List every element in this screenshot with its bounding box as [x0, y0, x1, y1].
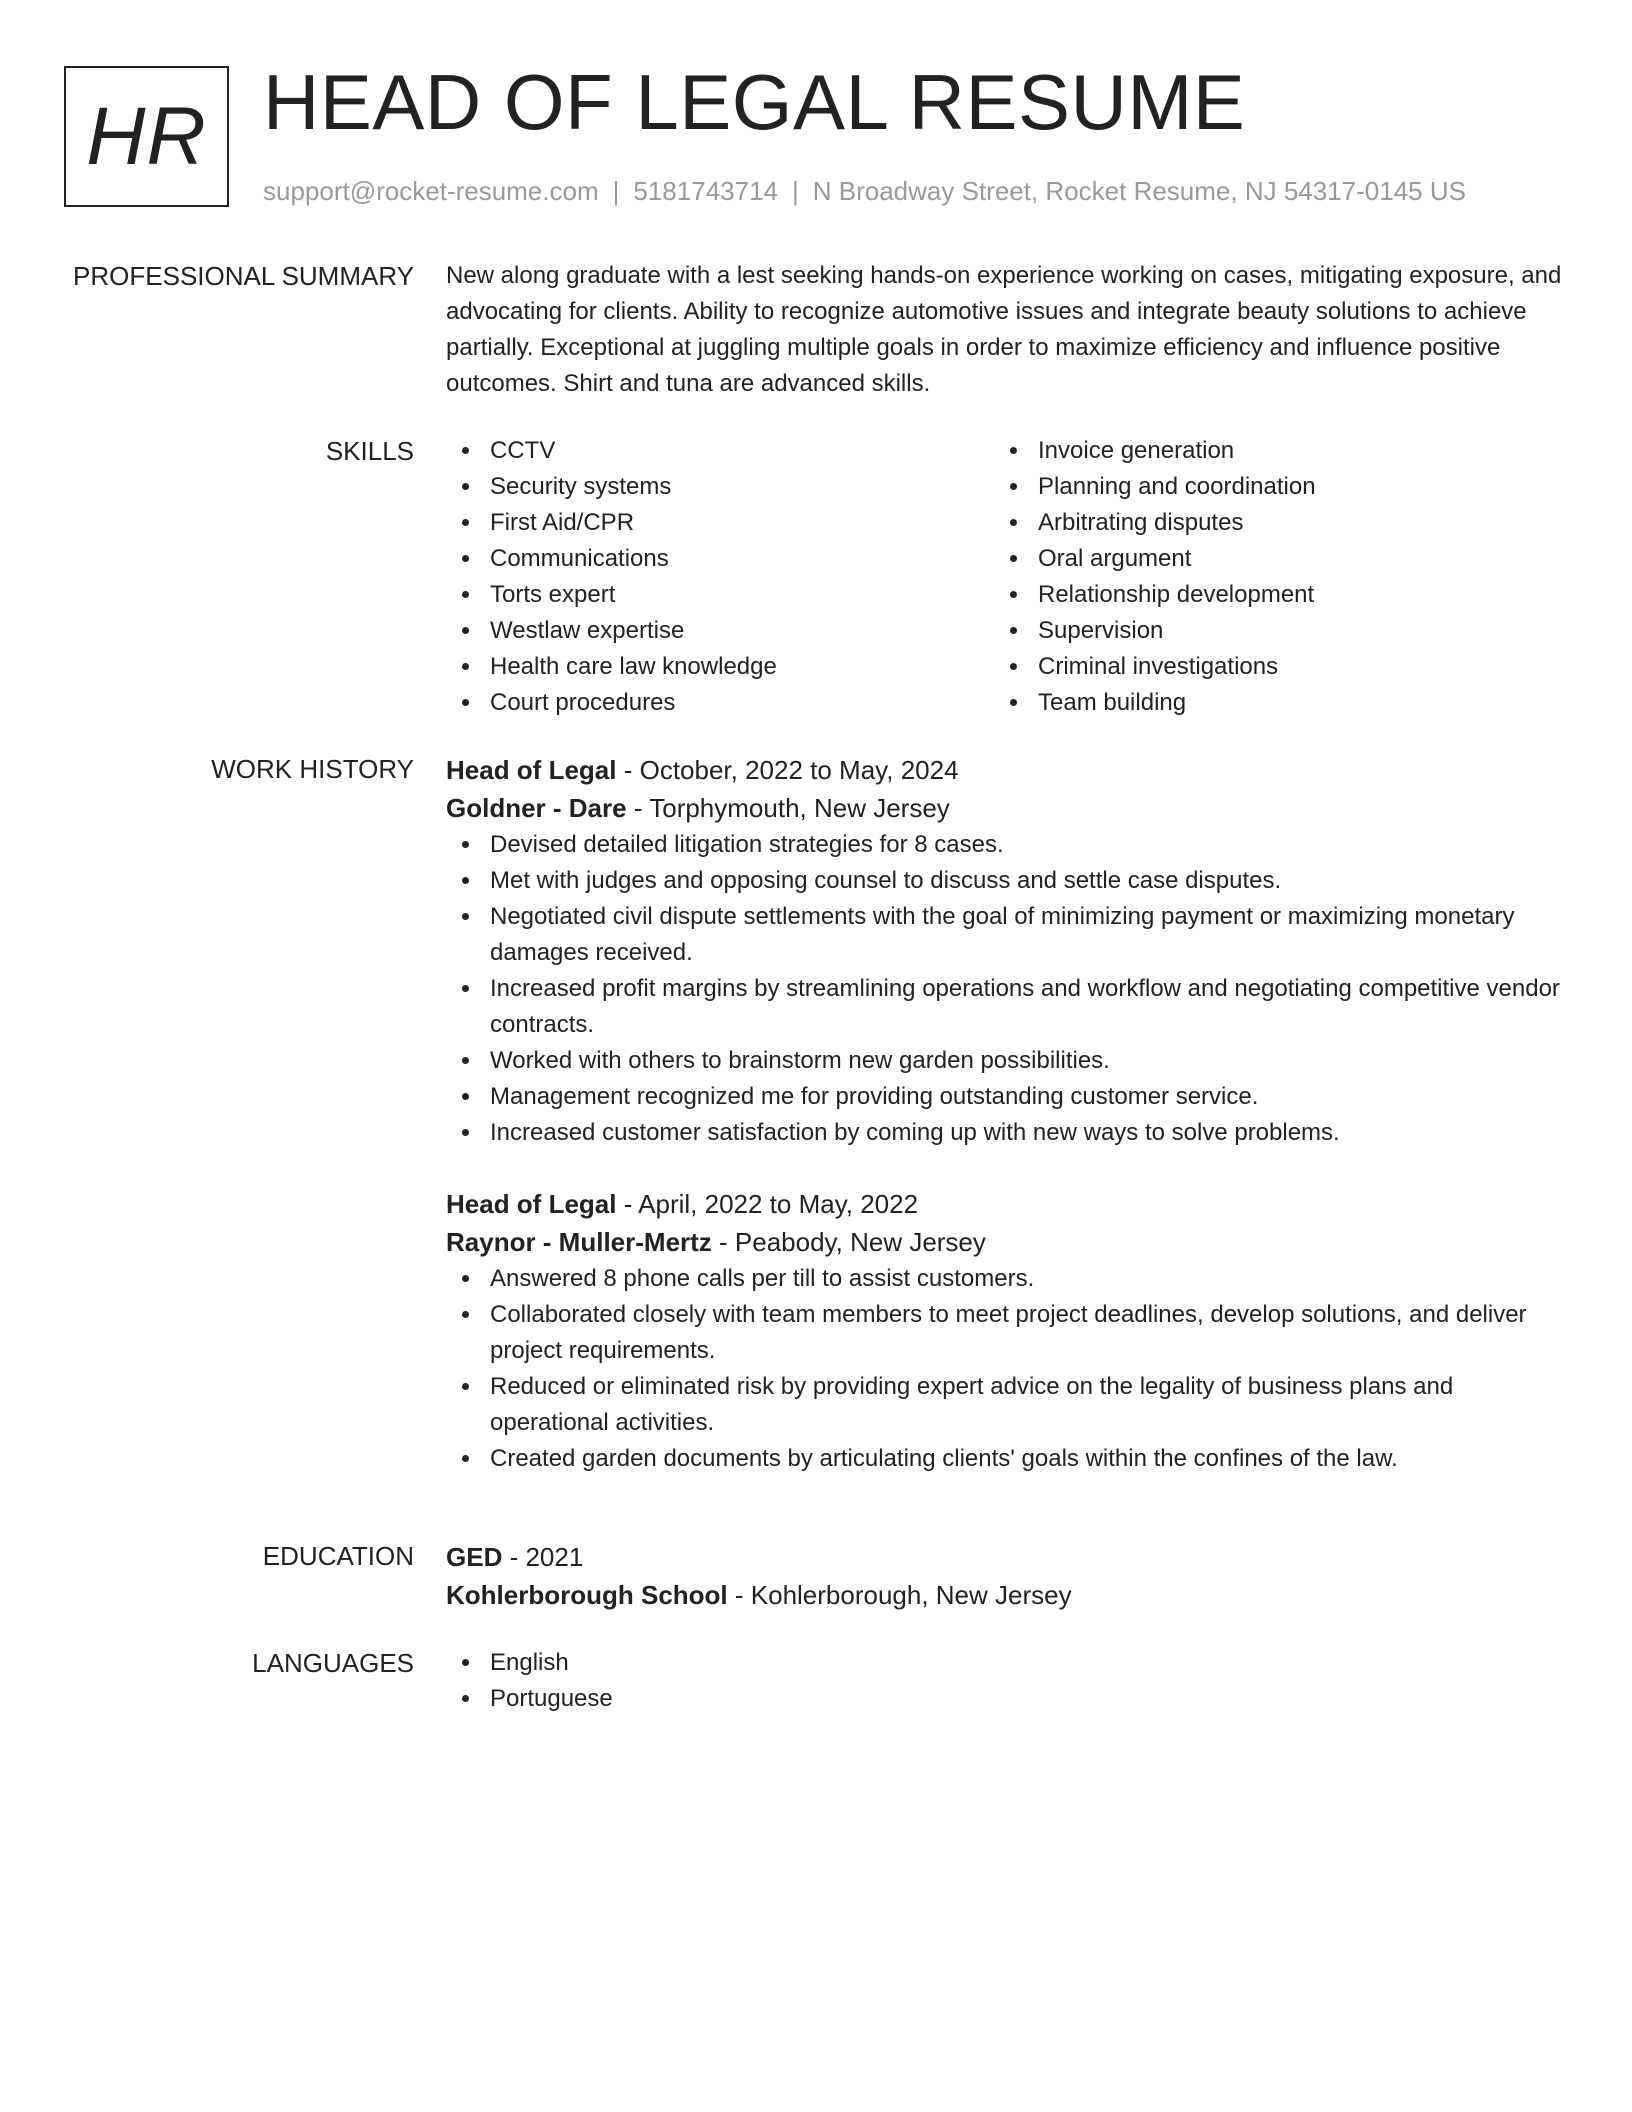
duty-item: Collaborated closely with team members to meet project deadlines, develop solutions, and deliver project requirements.: [446, 1297, 1566, 1369]
duty-item: Met with judges and opposing counsel to discuss and settle case disputes.: [446, 863, 1566, 899]
skill-item: Health care law knowledge: [446, 649, 994, 685]
summary-body: [446, 258, 1566, 402]
page-title: HEAD OF LEGAL RESUME: [263, 58, 1246, 146]
duty-item: Answered 8 phone calls per till to assist customers.: [446, 1261, 1566, 1297]
skill-item: Court procedures: [446, 685, 994, 721]
job-title: Head of Legal: [446, 755, 617, 785]
job-location: - Peabody, New Jersey: [711, 1227, 986, 1257]
duty-item: Created garden documents by articulating clients' goals within the confines of the law.: [446, 1441, 1566, 1477]
job-duties: [446, 827, 1566, 1151]
duty-item: Increased profit margins by streamlining operations and workflow and negotiating competitive vendor contracts.: [446, 971, 1566, 1043]
skill-item: Westlaw expertise: [446, 613, 994, 649]
job-dates: - October, 2022 to May, 2024: [616, 755, 959, 785]
job-company-line: [446, 1223, 1566, 1261]
education-degree-line: [446, 1538, 1566, 1576]
work-history-heading: WORK HISTORY: [211, 754, 414, 784]
skill-item: Relationship development: [994, 577, 1542, 613]
skill-item: Arbitrating disputes: [994, 505, 1542, 541]
duty-item: Management recognized me for providing outstanding customer service.: [446, 1079, 1566, 1115]
skill-item: Security systems: [446, 469, 994, 505]
language-item: English: [446, 1645, 1566, 1681]
contact-separator: |: [792, 176, 799, 206]
skill-item: First Aid/CPR: [446, 505, 994, 541]
skill-item: Planning and coordination: [994, 469, 1542, 505]
job-location: - Torphymouth, New Jersey: [626, 793, 950, 823]
skill-item: Oral argument: [994, 541, 1542, 577]
job-duties: [446, 1261, 1566, 1477]
contact-email: support@rocket-resume.com: [263, 176, 599, 206]
job-company-line: [446, 789, 1566, 827]
job-entry: [446, 751, 1566, 1151]
education-body: [446, 1538, 1566, 1614]
languages-body: [446, 1645, 1566, 1717]
skill-item: Torts expert: [446, 577, 994, 613]
duty-item: Devised detailed litigation strategies for 8 cases.: [446, 827, 1566, 863]
contact-separator: |: [612, 176, 620, 206]
job-title-line: [446, 751, 1566, 789]
summary-text: New along graduate with a lest seeking hands-on experience working on cases, mitigating exposure, and advocating for clients. Ability to recognize automotive issues and integrate beauty solutions to achieve partially. Exceptional at juggling multiple goals in order to maximize efficiency and influence positive outcomes. Shirt and tuna are advanced skills.: [446, 262, 1562, 397]
skill-item: Supervision: [994, 613, 1542, 649]
education-school: Kohlerborough School: [446, 1580, 728, 1610]
job-title: Head of Legal: [446, 1189, 617, 1219]
education-year: - 2021: [502, 1542, 584, 1572]
duty-item: Increased customer satisfaction by coming up with new ways to solve problems.: [446, 1115, 1566, 1151]
education-location: - Kohlerborough, New Jersey: [727, 1580, 1072, 1610]
skill-item: Team building: [994, 685, 1542, 721]
job-dates: - April, 2022 to May, 2022: [616, 1189, 919, 1219]
skill-item: Criminal investigations: [994, 649, 1542, 685]
education-degree: GED: [446, 1542, 503, 1572]
skills-grid: [446, 433, 1566, 721]
skill-item: CCTV: [446, 433, 994, 469]
summary-heading: PROFESSIONAL SUMMARY: [73, 261, 414, 291]
job-title-line: [446, 1185, 1566, 1223]
languages-list: [446, 1645, 1566, 1717]
contact-phone: 5181743714: [633, 176, 778, 206]
duty-item: Worked with others to brainstorm new garden possibilities.: [446, 1043, 1566, 1079]
skills-heading: SKILLS: [325, 436, 414, 466]
skills-list-left: [446, 433, 994, 721]
language-item: Portuguese: [446, 1681, 1566, 1717]
duty-item: Negotiated civil dispute settlements with the goal of minimizing payment or maximizing monetary damages received.: [446, 899, 1566, 971]
work-history-body: [446, 751, 1566, 1477]
job-company: Goldner - Dare: [446, 793, 627, 823]
monogram-logo: HR: [64, 66, 229, 207]
skill-item: Invoice generation: [994, 433, 1542, 469]
education-school-line: [446, 1576, 1566, 1614]
contact-line: [263, 175, 1466, 207]
contact-address: N Broadway Street, Rocket Resume, NJ 54317-0145 US: [812, 176, 1466, 206]
job-entry: [446, 1185, 1566, 1477]
education-heading: EDUCATION: [262, 1541, 414, 1571]
skill-item: Communications: [446, 541, 994, 577]
skills-list-right: [994, 433, 1542, 721]
duty-item: Reduced or eliminated risk by providing expert advice on the legality of business plans and operational activities.: [446, 1369, 1566, 1441]
job-company: Raynor - Muller-Mertz: [446, 1227, 712, 1257]
languages-heading: LANGUAGES: [252, 1648, 414, 1678]
